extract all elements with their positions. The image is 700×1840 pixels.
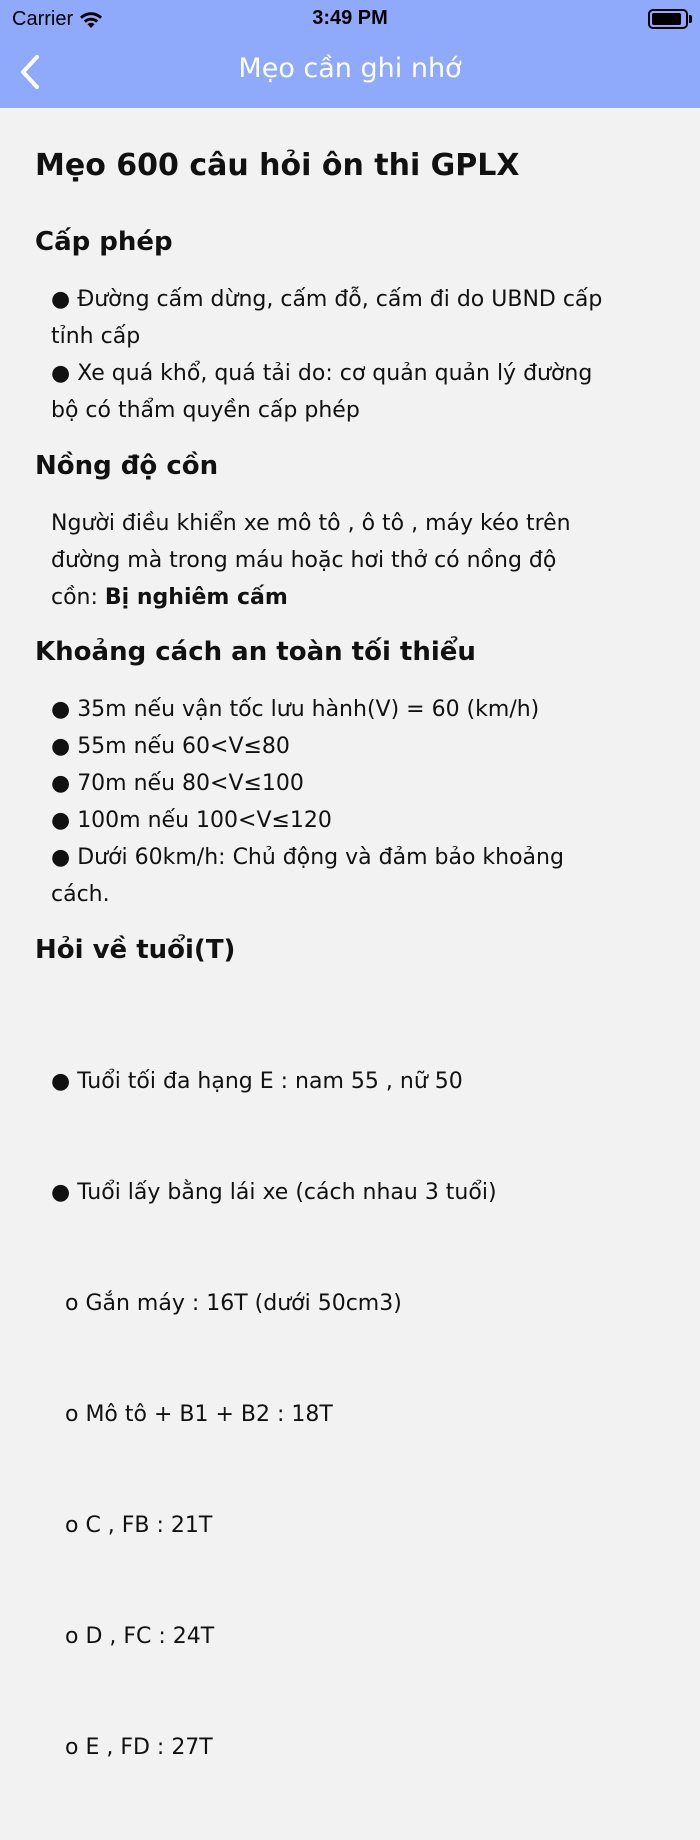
section-body-hoi-ve-tuoi [51, 989, 661, 1840]
text-line: ● 100m nếu 100<V≤120 [51, 808, 332, 833]
section-title-khoang-cach: Khoảng cách an toàn tối thiểu [35, 637, 476, 667]
section-body-nong-do-con [51, 505, 661, 616]
section-body-khoang-cach [51, 691, 661, 913]
text-line: o Mô tô + B1 + B2 : 18T [51, 1402, 333, 1427]
text-line: đường mà trong máu hoặc hơi thở có nồng độ [51, 548, 557, 573]
text-line: o C , FB : 21T [51, 1513, 213, 1538]
text-line: Người điều khiển xe mô tô , ô tô , máy kéo trên [51, 511, 571, 536]
section-title-cap-phep: Cấp phép [35, 227, 173, 257]
text-line: tỉnh cấp [51, 324, 141, 349]
text-line: ● 35m nếu vận tốc lưu hành(V) = 60 (km/h) [51, 697, 540, 722]
text-line: o Gắn máy : 16T (dưới 50cm3) [51, 1291, 402, 1316]
text-line: ● Dưới 60km/h: Chủ động và đảm bảo khoảng [51, 845, 564, 870]
section-title-hoi-ve-tuoi: Hỏi về tuổi(T) [35, 935, 236, 965]
carrier-label: Carrier [12, 8, 74, 30]
section-title-nong-do-con: Nồng độ cồn [35, 451, 219, 481]
text-line: ● Tuổi lấy bằng lái xe (cách nhau 3 tuổi) [51, 1180, 497, 1205]
highlight-text: Bị nghiêm cấm [104, 585, 288, 610]
battery-level [652, 13, 681, 25]
content-scroll-view[interactable] [0, 108, 700, 1760]
status-bar [0, 0, 700, 36]
nav-title: Mẹo cần ghi nhớ [238, 53, 462, 84]
section-body-cap-phep [51, 281, 661, 429]
text-line: bộ có thẩm quyền cấp phép [51, 398, 360, 423]
header-bar [0, 0, 700, 108]
text-prefix: cồn: [51, 585, 105, 610]
text-line [51, 579, 661, 616]
page-title: Mẹo 600 câu hỏi ôn thi GPLX [35, 148, 520, 183]
battery-icon [648, 9, 688, 29]
text-line: ● 55m nếu 60<V≤80 [51, 734, 290, 759]
text-line: cách. [51, 882, 110, 907]
text-line: o E , FD : 27T [51, 1735, 213, 1760]
text-line: o D , FC : 24T [51, 1624, 215, 1649]
text-line: ● Xe quá khổ, quá tải do: cơ quản quản lý đường [51, 361, 593, 386]
navigation-bar [0, 36, 700, 108]
text-line: ● Đường cấm dừng, cấm đỗ, cấm đi do UBND cấp [51, 287, 603, 312]
text-line: ● 70m nếu 80<V≤100 [51, 771, 304, 796]
status-time: 3:49 PM [312, 7, 388, 29]
text-line: ● Tuổi tối đa hạng E : nam 55 , nữ 50 [51, 1069, 463, 1094]
